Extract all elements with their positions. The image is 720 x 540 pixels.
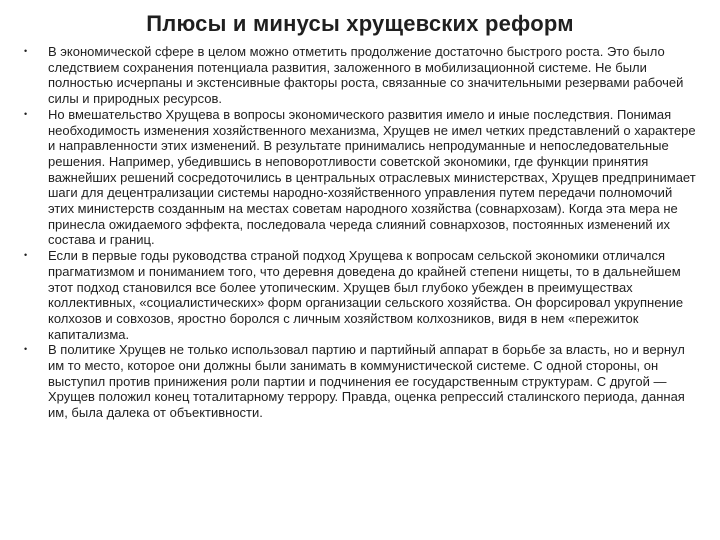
bullet-dot-icon: • [24, 344, 28, 355]
bullet-dot-icon: • [24, 108, 28, 119]
bullet-list [20, 44, 696, 421]
bullet-dot-icon: • [24, 46, 28, 56]
bullet-item [20, 248, 696, 342]
bullet-dot-icon: • [24, 250, 28, 261]
slide-title: Плюсы и минусы хрущевских реформ [146, 11, 574, 36]
bullet-text: В политике Хрущев не только использовал партию и партийный аппарат в борьбе за власть, но и вернул им то место, которое они должны были занимать в коммунистической системе. С одной стороны, он выступил против принижения роли партии и подчинения ее государственным структурам. С другой — Хрущев положил конец тоталитарному террору. Правда, оценка репрессий сталинского периода, данная им, была далека от объективности. [48, 342, 685, 421]
bullet-text: Если в первые годы руководства страной подход Хрущева к вопросам сельской экономики отличался прагматизмом и пониманием того, что деревня доведена до крайней степени нищеты, то в дальнейшем этот подход становился все более утопическим. Хрущев был глубоко убежден в преимуществах коллективных, «социалистических» форм организации сельского хозяйства. Он форсировал укрупнение колхозов и совхозов, яростно боролся с личным хозяйством колхозников, видя в нем «пережиток капитализма. [48, 248, 684, 342]
bullet-item [20, 107, 696, 248]
bullet-item [20, 44, 696, 107]
bullet-item [20, 342, 696, 421]
bullet-text: Но вмешательство Хрущева в вопросы экономического развития имело и иные последствия. Понимая необходимость изменения хозяйственного механизма, Хрущев не имел четких представлений о характере и направленности этих изменений. В результате принимались непродуманные и непоследовательные решения. Например, убедившись в неповоротливости советской экономики, где функции принятия важнейших решений сосредоточились в центральных отраслевых министерствах, Хрущев предпринимает шаги для децентрализации системы народно-хозяйственного управления путем передачи полномочий этих министерств созданным на местах советам народного хозяйства (совнархозам). Когда эта мера не принесла ожидаемого эффекта, последовала череда слияний совнархозов, постоянных изменений их состава и границ. [48, 106, 696, 248]
bullet-text: В экономической сфере в целом можно отметить продолжение достаточно быстрого роста. Это было следствием сохранения потенциала развития, заложенного в мобилизационной системе. Не были полностью исчерпаны и экстенсивные факторы роста, связанные со значительными резервами рабочей силы и природных ресурсов. [48, 44, 684, 107]
